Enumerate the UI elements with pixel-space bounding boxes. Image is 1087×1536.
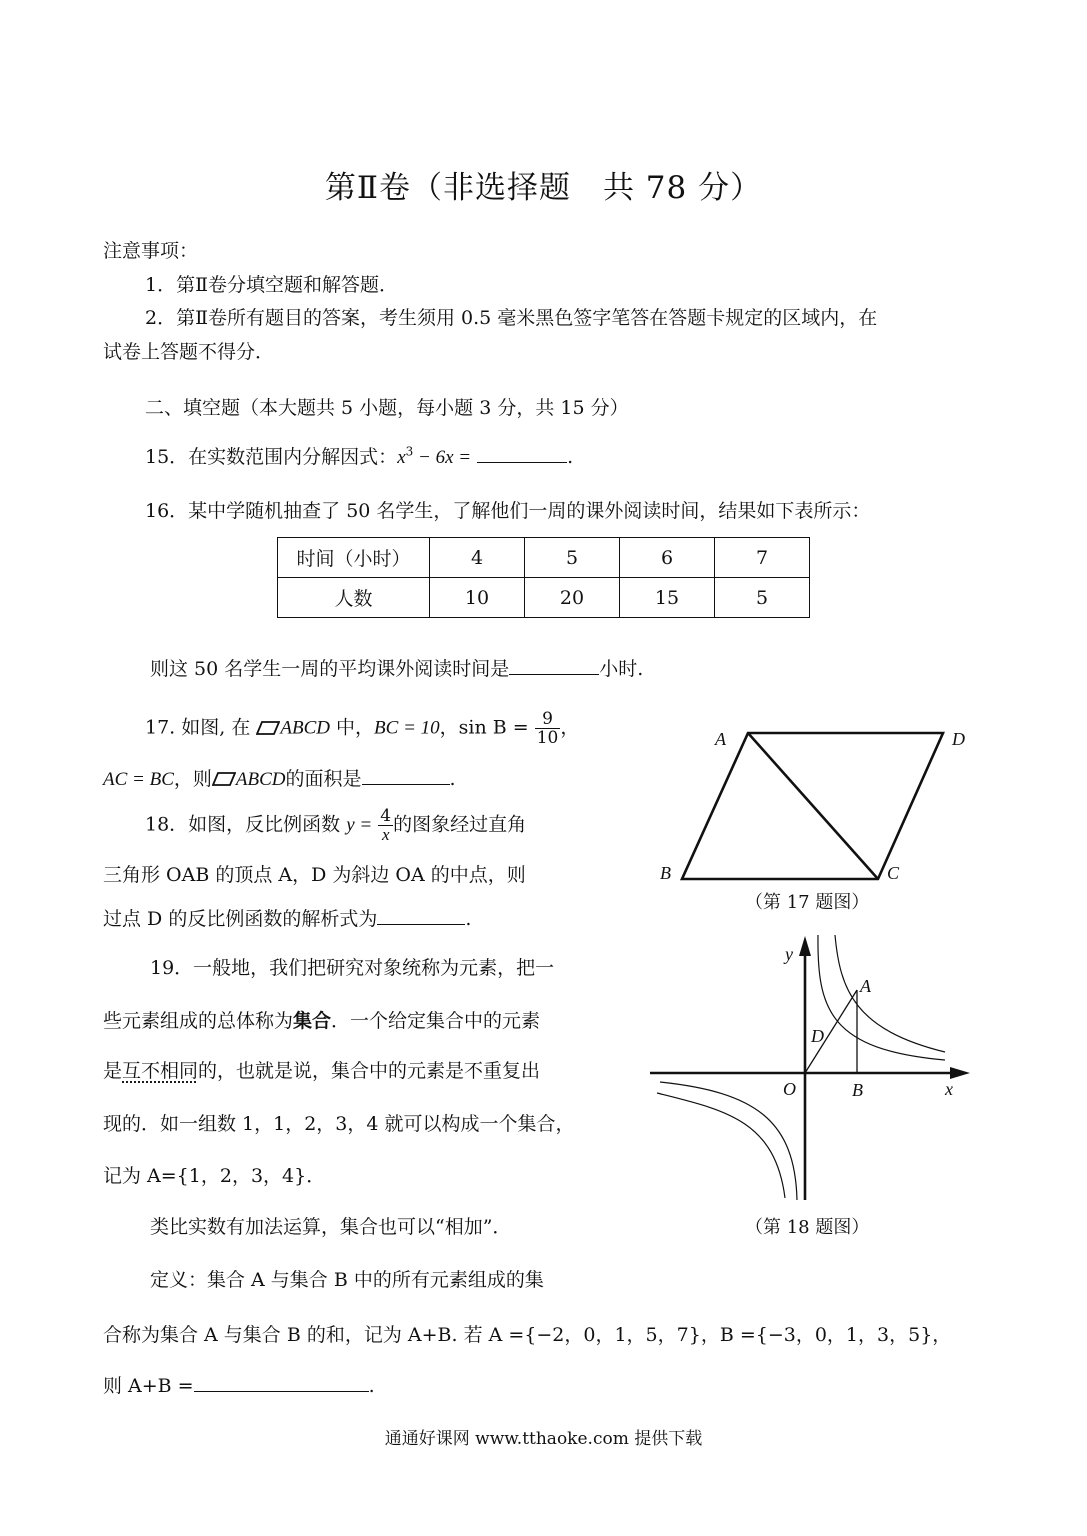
label-x: x	[945, 1079, 953, 1099]
parallelogram-symbol	[212, 768, 236, 790]
table-row	[278, 578, 810, 618]
label-b: B	[852, 1080, 863, 1100]
notice-item-2a: 2．第Ⅱ卷所有题目的答案，考生须用 0.5 毫米黑色签字笔答在答题卡规定的区域内，在	[145, 307, 878, 329]
q17-fraction-numerator: 9	[535, 710, 561, 729]
q18-fraction-denominator: x	[381, 825, 390, 844]
q19-line-3	[103, 1056, 540, 1083]
notice-item-2b: 试卷上答题不得分．	[103, 341, 275, 363]
q17-abcd-2: ABCD	[235, 769, 286, 790]
q19-end: .	[368, 1375, 375, 1397]
table-cell: 5	[525, 538, 620, 578]
table-cell: 15	[620, 578, 715, 618]
q15-prefix: 15．在实数范围内分解因式：	[145, 446, 398, 468]
question-18-line2: 三角形 OAB 的顶点 A，D 为斜边 OA 的中点，则	[103, 864, 526, 886]
q17-then: ，则	[173, 768, 212, 790]
q15-expr: − 6x =	[413, 447, 472, 468]
table-cell: 10	[430, 578, 525, 618]
q18-intro: 18．如图，反比例函数	[145, 813, 341, 836]
table-cell: 6	[620, 538, 715, 578]
q18-end: .	[465, 908, 472, 930]
x-axis-arrow	[950, 1067, 970, 1079]
q17-abcd: ABCD	[280, 717, 330, 739]
q19-line-9	[103, 1371, 375, 1398]
q17-fraction	[535, 710, 561, 747]
question-18-line3	[103, 904, 471, 931]
q18-y-eq: y =	[346, 814, 373, 836]
q17-line1-end: ，	[560, 716, 580, 739]
q19-answer-blank[interactable]	[194, 1373, 369, 1392]
question-18-line1	[145, 807, 526, 844]
q19-line-6: 类比实数有加法运算，集合也可以“相加”．	[150, 1216, 512, 1238]
reading-time-table	[277, 537, 810, 618]
q15-x: x	[397, 447, 406, 468]
q19-line-2a: 些元素组成的总体称为	[103, 1010, 294, 1032]
q19-line-5: 记为 A={1，2，3，4}．	[103, 1165, 326, 1187]
table-cell: 人数	[278, 578, 430, 618]
q17-intro: 17. 如图, 在	[145, 716, 251, 739]
q17-ac-bc: AC = BC	[103, 769, 174, 790]
diagonal-ac	[748, 733, 878, 879]
q17-answer-blank[interactable]	[362, 766, 450, 785]
q19-line-2	[103, 1006, 540, 1033]
notice-item-1: 1．第Ⅱ卷分填空题和解答题．	[145, 274, 399, 296]
y-axis-arrow	[799, 936, 811, 956]
question-17-line1	[145, 710, 579, 747]
q16-answer-suffix: 小时.	[599, 658, 644, 680]
figure-18-caption: （第 18 题图）	[745, 1217, 870, 1238]
label-d: D	[811, 1026, 824, 1046]
table-cell: 时间（小时）	[278, 538, 430, 578]
q19-line-3a: 是	[103, 1060, 123, 1082]
table-cell: 5	[715, 578, 810, 618]
q19-line-7: 定义：集合 A 与集合 B 中的所有元素组成的集	[150, 1269, 544, 1291]
label-d: D	[952, 729, 965, 749]
label-o: O	[783, 1079, 796, 1099]
figure-18-graph	[645, 930, 985, 1215]
q19-bold-term: 集合	[293, 1010, 332, 1032]
curve-y4x-q3	[657, 1093, 785, 1198]
q19-line-2b: ．一个给定集合中的元素	[331, 1010, 541, 1032]
table-row	[278, 538, 810, 578]
table-cell: 20	[525, 578, 620, 618]
q19-emphasis: 互不相同	[122, 1060, 199, 1082]
label-a: A	[715, 729, 726, 749]
q18-fraction-numerator: 4	[380, 806, 392, 826]
q17-sinb: ，sin B =	[439, 716, 529, 739]
question-17-line2	[103, 764, 456, 791]
label-c: C	[887, 863, 900, 883]
page-footer: 通通好课网 www.tthaoke.com 提供下载	[384, 1429, 703, 1449]
q19-line-8: 合称为集合 A 与集合 B 的和，记为 A+B. 若 A ={−2，0，1，5，7}，B ={−3，0，1，3，5}，	[103, 1324, 952, 1346]
notice-heading: 注意事项：	[103, 240, 199, 262]
q15-exponent: 3	[405, 444, 414, 459]
q15-end: .	[567, 446, 574, 468]
q18-line3-text: 过点 D 的反比例函数的解析式为	[103, 908, 378, 930]
q16-answer-blank[interactable]	[509, 656, 599, 675]
parallelogram-symbol	[256, 717, 280, 739]
q15-answer-blank[interactable]	[477, 444, 567, 463]
q17-area-text: 的面积是	[285, 768, 362, 790]
question-16: 16．某中学随机抽查了 50 名学生，了解他们一周的课外阅读时间，结果如下表所示：	[145, 500, 871, 522]
label-a: A	[860, 976, 871, 996]
q18-rest: 的图象经过直角	[393, 813, 527, 836]
q19-line-4: 现的．如一组数 1，1，2，3，4 就可以构成一个集合，	[103, 1113, 575, 1135]
figure-17-caption: （第 17 题图）	[745, 892, 870, 913]
q18-fraction	[378, 807, 393, 844]
table-cell: 7	[715, 538, 810, 578]
curve-d-q3	[660, 1082, 797, 1200]
q17-fraction-denominator: 10	[536, 728, 559, 748]
q16-answer-line	[150, 654, 643, 681]
q17-end: .	[449, 768, 456, 790]
q19-line-3b: 的，也就是说，集合中的元素是不重复出	[198, 1060, 541, 1082]
q19-line-9-text: 则 A+B =	[103, 1375, 194, 1397]
section-heading: 二、填空题（本大题共 5 小题，每小题 3 分，共 15 分）	[145, 397, 629, 419]
label-y: y	[785, 944, 793, 964]
table-cell: 4	[430, 538, 525, 578]
q19-line-1: 19．一般地，我们把研究对象统称为元素，把一	[150, 957, 555, 979]
q17-bc: BC = 10	[374, 717, 440, 739]
q18-answer-blank[interactable]	[377, 906, 465, 925]
label-b: B	[660, 863, 671, 883]
page-title: 第Ⅱ卷（非选择题 共 78 分）	[324, 170, 763, 206]
question-15	[145, 442, 573, 469]
q16-answer-prefix: 则这 50 名学生一周的平均课外阅读时间是	[150, 658, 510, 680]
q17-zhong: 中，	[330, 716, 375, 739]
